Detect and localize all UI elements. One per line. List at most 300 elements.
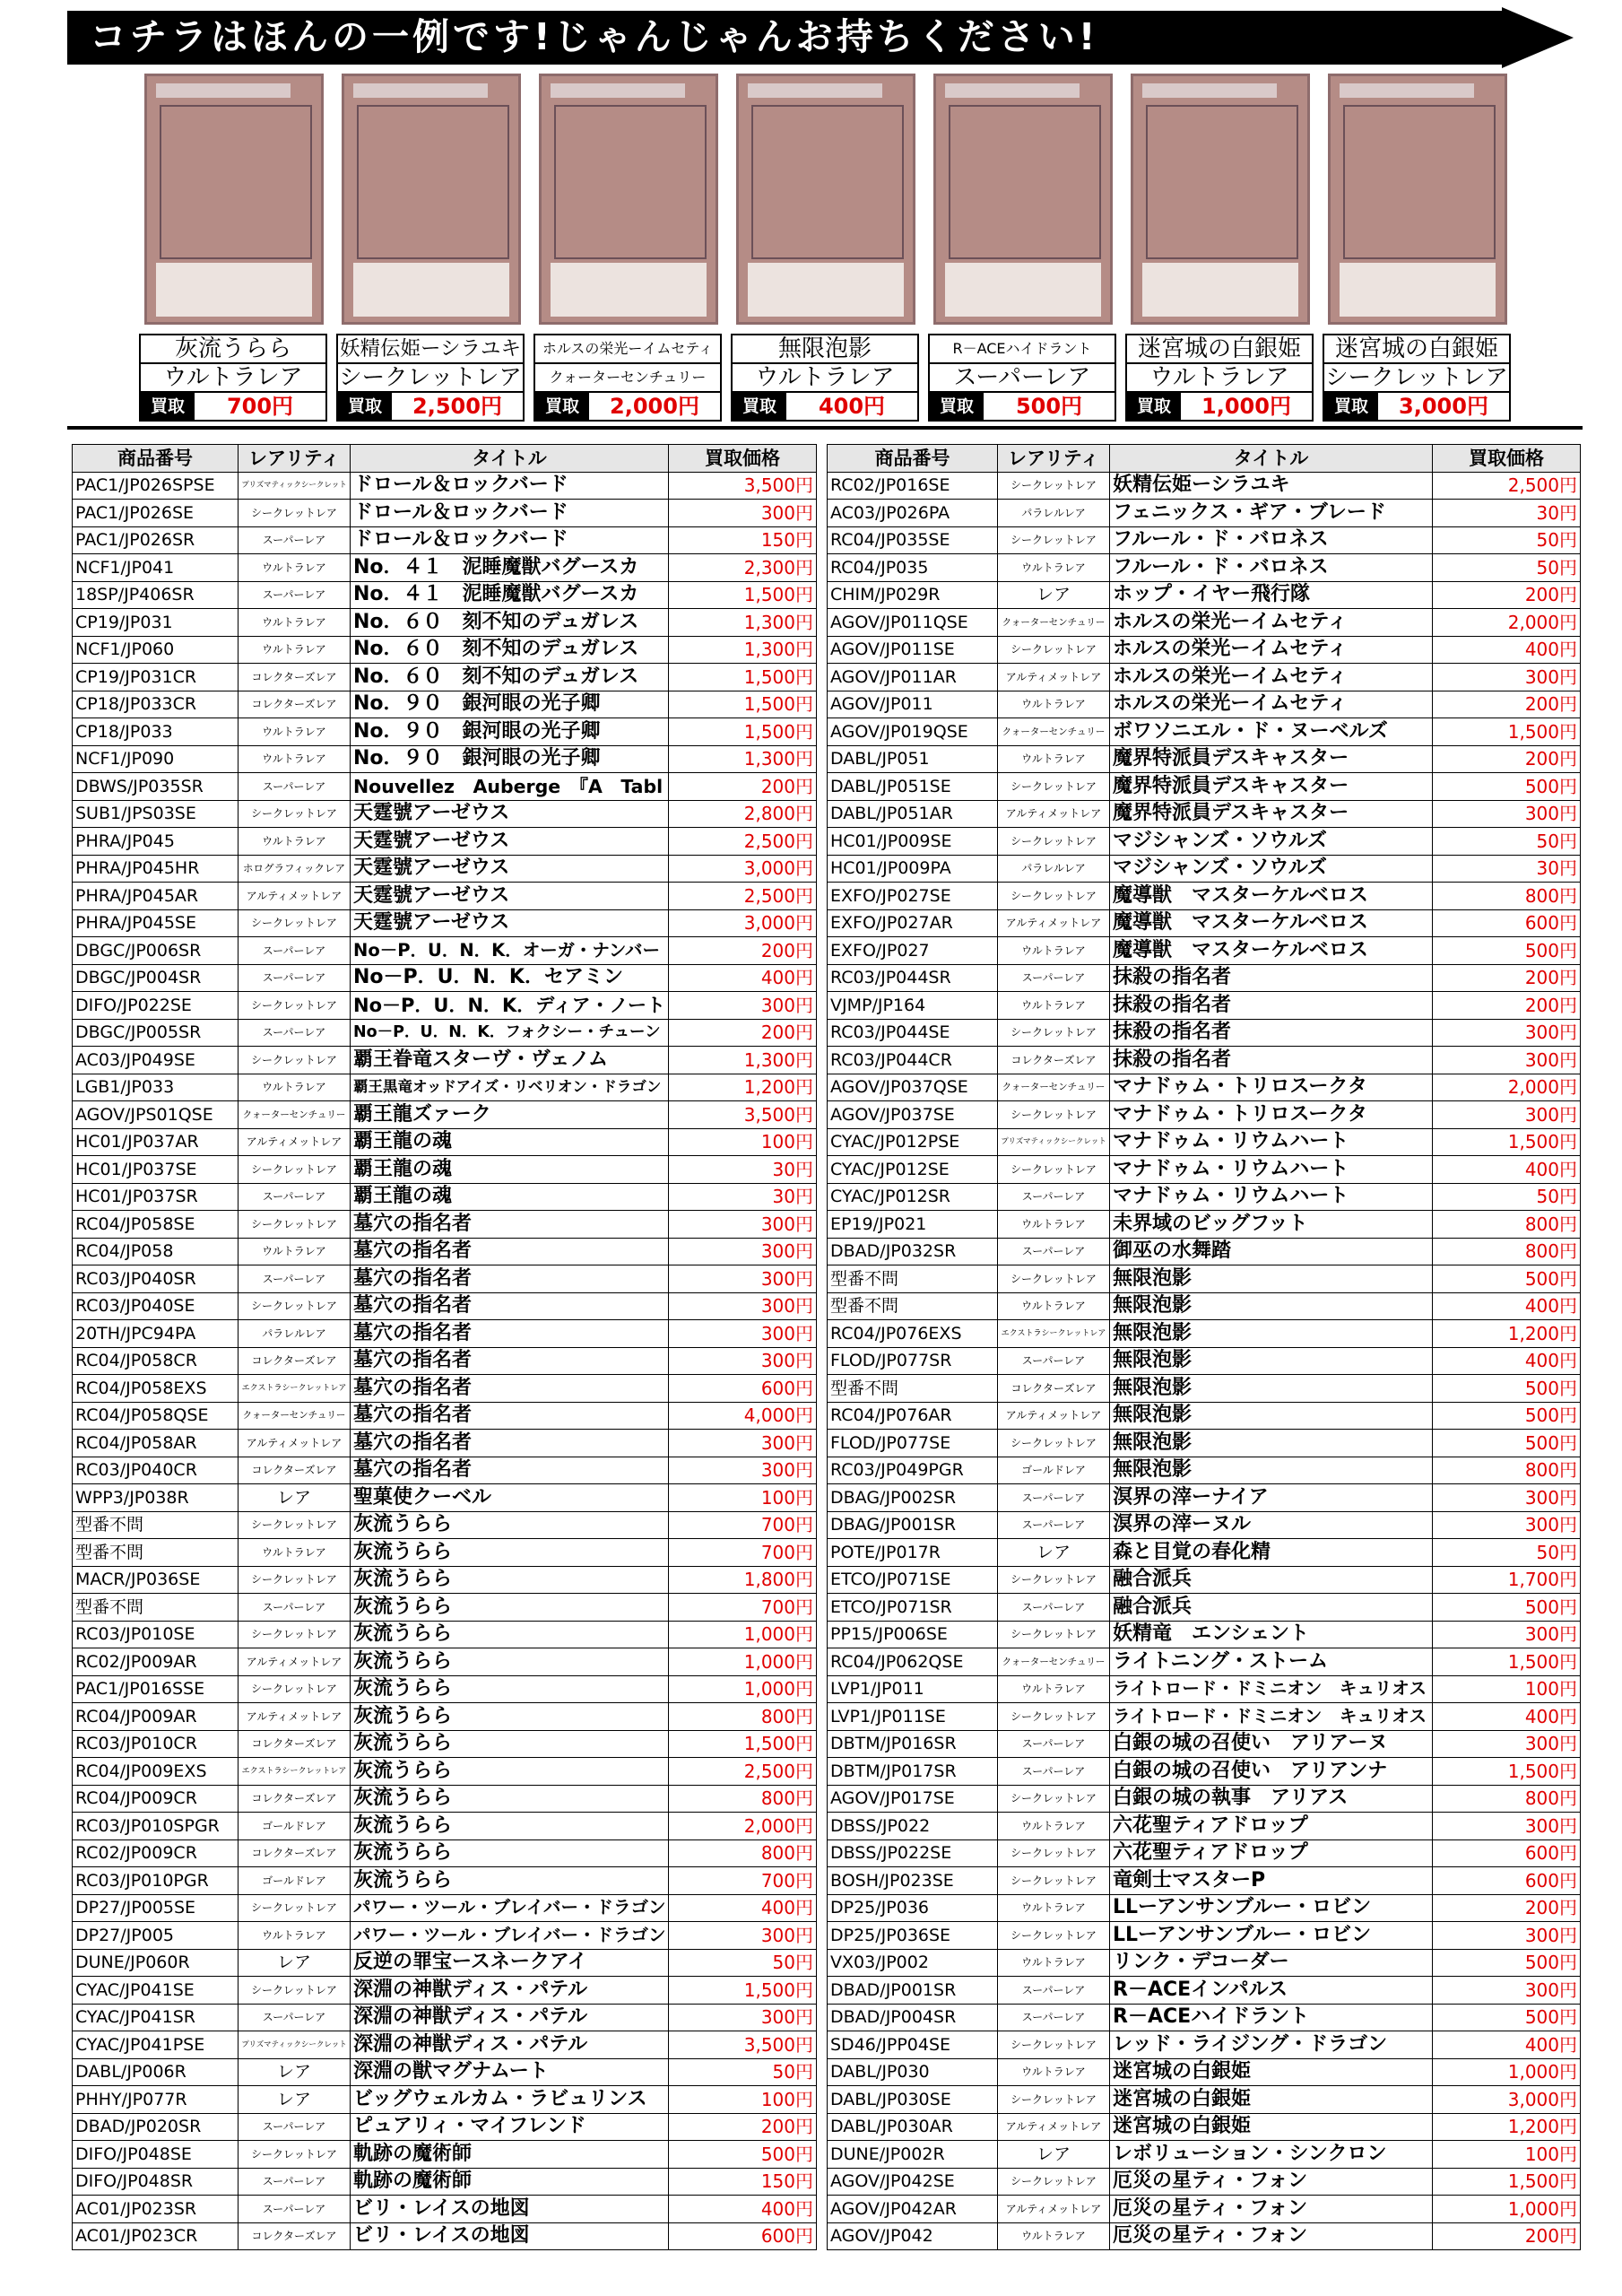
cell-rarity: レア [239, 2086, 351, 2114]
cell-rarity: シークレットレア [239, 1977, 351, 2005]
cell-price: 50円 [1433, 526, 1581, 554]
cell-rarity: アルティメットレア [239, 883, 351, 910]
cell-rarity: スーパーレア [239, 1183, 351, 1211]
cell-title: 覇王龍の魂 [351, 1156, 669, 1184]
cell-rarity: スーパーレア [998, 964, 1110, 992]
table-row [828, 500, 1581, 527]
cell-price: 300円 [1433, 1730, 1581, 1758]
cell-title: レッド・ライジング・ドラゴン [1110, 2031, 1433, 2059]
cell-title: マナドゥム・リウムハート [1110, 1156, 1433, 1184]
cell-title: 無限泡影 [1110, 1430, 1433, 1457]
buy-label: 買取 [338, 393, 392, 420]
table-row [73, 500, 817, 527]
cell-code: RC03/JP040SR [73, 1265, 239, 1293]
cell-code: PAC1/JP026SPSE [73, 472, 239, 500]
cell-code: RC04/JP009AR [73, 1703, 239, 1731]
table-row [73, 883, 817, 910]
cell-price: 300円 [669, 1347, 817, 1375]
cell-rarity: スーパーレア [998, 1347, 1110, 1375]
cell-rarity: シークレットレア [998, 1101, 1110, 1129]
cell-title: 墓穴の指名者 [351, 1292, 669, 1320]
cell-rarity: シークレットレア [239, 992, 351, 1020]
cell-title: No．４１ 泥睡魔獣バグースカ [351, 554, 669, 582]
cell-rarity: スーパーレア [239, 2004, 351, 2031]
table-row [828, 1211, 1581, 1239]
table-row [828, 1594, 1581, 1622]
table-row [828, 472, 1581, 500]
cell-rarity: シークレットレア [998, 1839, 1110, 1867]
cell-title: 灰流うらら [351, 1785, 669, 1813]
table-row [828, 909, 1581, 937]
cell-code: HC01/JP037SE [73, 1156, 239, 1184]
cell-code: PAC1/JP016SSE [73, 1675, 239, 1703]
cell-price: 2,500円 [1433, 472, 1581, 500]
cell-title: ライトニング・ストーム [1110, 1648, 1433, 1676]
cell-code: 型番不問 [73, 1539, 239, 1567]
cell-rarity: アルティメットレア [239, 1128, 351, 1156]
cell-title: No．６０ 刻不知のデュガレス [351, 636, 669, 664]
cell-rarity: レア [239, 1484, 351, 1512]
cell-title: 天霆號アーゼウス [351, 855, 669, 883]
cell-title: 未界域のビッグフット [1110, 1211, 1433, 1239]
cell-price: 2,000円 [1433, 609, 1581, 637]
cell-code: BOSH/JP023SE [828, 1867, 998, 1895]
cell-code: DBSS/JP022SE [828, 1839, 998, 1867]
cell-code: DBTM/JP017SR [828, 1758, 998, 1786]
cell-title: No．９０ 銀河眼の光子卿 [351, 718, 669, 746]
cell-price: 1,300円 [669, 609, 817, 637]
cell-code: PHRA/JP045 [73, 828, 239, 856]
table-row [828, 1813, 1581, 1840]
featured-cards [139, 74, 1520, 419]
cell-price: 4,000円 [669, 1402, 817, 1430]
cell-title: No．９０ 銀河眼の光子卿 [351, 691, 669, 718]
card-image [933, 74, 1113, 325]
cell-price: 3,500円 [669, 2031, 817, 2059]
cell-title: 魔導獣 マスターケルベロス [1110, 937, 1433, 965]
table-row [73, 1758, 817, 1786]
cell-price: 600円 [1433, 909, 1581, 937]
table-row [828, 1375, 1581, 1403]
card-image [1131, 74, 1310, 325]
cell-title: 墓穴の指名者 [351, 1320, 669, 1348]
cell-rarity: ウルトラレア [239, 1238, 351, 1265]
cell-code: RC03/JP049PGR [828, 1457, 998, 1484]
table-row [828, 2196, 1581, 2223]
cell-title: ライトロード・ドミニオン キュリオス [1110, 1675, 1433, 1703]
cell-title: 深淵の神獣ディス・パテル [351, 1977, 669, 2005]
cell-price: 300円 [1433, 664, 1581, 691]
card-label [928, 334, 1116, 422]
cell-title: 墓穴の指名者 [351, 1402, 669, 1430]
table-row [73, 1594, 817, 1622]
cell-rarity: ウルトラレア [998, 554, 1110, 582]
cell-rarity: スーパーレア [998, 1484, 1110, 1512]
cell-title: 無限泡影 [1110, 1402, 1433, 1430]
table-row [828, 883, 1581, 910]
cell-price: 1,500円 [669, 581, 817, 609]
cell-title: 深淵の神獣ディス・パテル [351, 2004, 669, 2031]
cell-title: 深淵の獣マグナムート [351, 2058, 669, 2086]
table-row [73, 1375, 817, 1403]
table-row [73, 2196, 817, 2223]
cell-rarity: シークレットレア [998, 1703, 1110, 1731]
cell-rarity: スーパーレア [998, 1511, 1110, 1539]
cell-code: RC04/JP009EXS [73, 1758, 239, 1786]
cell-title: 妖精竜 エンシェント [1110, 1621, 1433, 1648]
cell-price: 300円 [669, 1430, 817, 1457]
cell-rarity: エクストラシークレットレア [239, 1758, 351, 1786]
cell-price: 2,500円 [669, 883, 817, 910]
table-row [828, 1675, 1581, 1703]
section-divider [67, 426, 1583, 430]
cell-rarity: ウルトラレア [239, 828, 351, 856]
table-row [73, 909, 817, 937]
card-name: R－ACEハイドラント [952, 340, 1092, 357]
card-rarity: スーパーレア [930, 362, 1115, 391]
cell-rarity: シークレットレア [998, 2031, 1110, 2059]
cell-code: EXFO/JP027 [828, 937, 998, 965]
table-row [73, 2031, 817, 2059]
cell-code: DABL/JP030SE [828, 2086, 998, 2114]
cell-price: 1,500円 [669, 718, 817, 746]
table-row [828, 1238, 1581, 1265]
cell-title: 無限泡影 [1110, 1320, 1433, 1348]
cell-code: CP18/JP033CR [73, 691, 239, 718]
cell-code: DIFO/JP048SR [73, 2168, 239, 2196]
cell-code: 18SP/JP406SR [73, 581, 239, 609]
cell-title: 白銀の城の執事 アリアス [1110, 1785, 1433, 1813]
cell-rarity: スーパーレア [239, 2168, 351, 2196]
price-table-left [72, 444, 817, 2250]
cell-code: AC03/JP049SE [73, 1047, 239, 1074]
cell-rarity: アルティメットレア [998, 2196, 1110, 2223]
cell-code: EP19/JP021 [828, 1211, 998, 1239]
cell-title: ドロール＆ロックバード [351, 500, 669, 527]
cell-price: 400円 [669, 964, 817, 992]
table-row [73, 1894, 817, 1922]
featured-card [928, 74, 1118, 422]
card-rarity: ウルトラレア [141, 362, 325, 391]
cell-title: 墓穴の指名者 [351, 1430, 669, 1457]
cell-rarity: アルティメットレア [998, 1402, 1110, 1430]
cell-price: 200円 [669, 1019, 817, 1047]
cell-rarity: スーパーレア [239, 2113, 351, 2141]
cell-rarity: パラレルレア [239, 1320, 351, 1348]
cell-price: 800円 [1433, 1785, 1581, 1813]
cell-rarity: シークレットレア [239, 1894, 351, 1922]
cell-rarity: ゴールドレア [239, 1813, 351, 1840]
cell-title: 灰流うらら [351, 1511, 669, 1539]
cell-code: SD46/JPP04SE [828, 2031, 998, 2059]
table-row [73, 2141, 817, 2169]
card-image [144, 74, 324, 325]
cell-title: R－ACEハイドラント [1110, 2004, 1433, 2031]
table-row [828, 1320, 1581, 1348]
cell-rarity: シークレットレア [239, 2141, 351, 2169]
card-price: 400円 [818, 394, 886, 419]
table-row [73, 855, 817, 883]
table-row [828, 2031, 1581, 2059]
cell-code: LGB1/JP033 [73, 1074, 239, 1101]
cell-price: 300円 [669, 1238, 817, 1265]
table-row [73, 691, 817, 718]
cell-code: AC03/JP026PA [828, 500, 998, 527]
table-row [73, 1484, 817, 1512]
table-row [828, 828, 1581, 856]
cell-code: RC03/JP044SR [828, 964, 998, 992]
table-row [73, 1402, 817, 1430]
card-label [533, 334, 722, 422]
cell-price: 700円 [669, 1594, 817, 1622]
table-row [73, 1785, 817, 1813]
table-row [73, 1156, 817, 1184]
cell-price: 2,000円 [669, 1813, 817, 1840]
table-row [828, 1648, 1581, 1676]
cell-title: 天霆號アーゼウス [351, 800, 669, 828]
cell-title: パワー・ツール・ブレイバー・ドラゴン [351, 1922, 669, 1950]
cell-code: RC03/JP010PGR [73, 1867, 239, 1895]
table-row [828, 1156, 1581, 1184]
cell-rarity: ウルトラレア [998, 2222, 1110, 2250]
cell-title: ピュアリィ・マイフレンド [351, 2113, 669, 2141]
cell-code: AGOV/JP042AR [828, 2196, 998, 2223]
cell-code: NCF1/JP090 [73, 745, 239, 773]
cell-price: 50円 [669, 1949, 817, 1977]
cell-rarity: ホログラフィックレア [239, 855, 351, 883]
cell-price: 1,300円 [669, 745, 817, 773]
table-row [73, 1867, 817, 1895]
cell-code: AC01/JP023SR [73, 2196, 239, 2223]
cell-rarity: コレクターズレア [239, 664, 351, 691]
cell-title: ホルスの栄光ーイムセティ [1110, 609, 1433, 637]
cell-code: DABL/JP006R [73, 2058, 239, 2086]
cell-rarity: コレクターズレア [239, 1785, 351, 1813]
cell-price: 1,200円 [1433, 2113, 1581, 2141]
cell-code: RC02/JP016SE [828, 472, 998, 500]
cell-code: PAC1/JP026SR [73, 526, 239, 554]
cell-code: RC04/JP058CR [73, 1347, 239, 1375]
cell-price: 800円 [1433, 883, 1581, 910]
cell-code: DIFO/JP022SE [73, 992, 239, 1020]
cell-title: ドロール＆ロックバード [351, 472, 669, 500]
table-row [73, 1457, 817, 1484]
table-row [73, 745, 817, 773]
table-row [73, 1511, 817, 1539]
table-row [73, 2086, 817, 2114]
cell-rarity: パラレルレア [998, 500, 1110, 527]
cell-title: 厄災の星ティ・フォン [1110, 2222, 1433, 2250]
cell-code: 型番不問 [828, 1292, 998, 1320]
cell-price: 800円 [1433, 1238, 1581, 1265]
table-row [73, 2004, 817, 2031]
cell-title: 墓穴の指名者 [351, 1238, 669, 1265]
cell-price: 1,300円 [669, 1047, 817, 1074]
table-row [828, 581, 1581, 609]
cell-rarity: シークレットレア [998, 883, 1110, 910]
cell-title: 灰流うらら [351, 1758, 669, 1786]
cell-code: DBAD/JP001SR [828, 1977, 998, 2005]
table-row [828, 1949, 1581, 1977]
cell-price: 50円 [1433, 554, 1581, 582]
cell-code: PAC1/JP026SE [73, 500, 239, 527]
table-row [828, 2113, 1581, 2141]
cell-title: No．６０ 刻不知のデュガレス [351, 664, 669, 691]
cell-rarity: シークレットレア [239, 1675, 351, 1703]
cell-rarity: シークレットレア [998, 1156, 1110, 1184]
card-label [139, 334, 327, 422]
cell-title: 迷宮城の白銀姫 [1110, 2113, 1433, 2141]
cell-rarity: ウルトラレア [239, 745, 351, 773]
cell-title: 灰流うらら [351, 1675, 669, 1703]
table-row [828, 1621, 1581, 1648]
cell-rarity: ウルトラレア [239, 1539, 351, 1567]
card-name: 妖精伝姫ーシラユキ [339, 337, 522, 361]
cell-title: 反逆の罪宝ースネークアイ [351, 1949, 669, 1977]
cell-rarity: ウルトラレア [998, 2058, 1110, 2086]
header-rarity: レアリティ [239, 445, 351, 473]
cell-rarity: シークレットレア [239, 1047, 351, 1074]
table-row [828, 1539, 1581, 1567]
cell-title: 竜剣士マスターP [1110, 1867, 1433, 1895]
cell-rarity: シークレットレア [998, 2086, 1110, 2114]
cell-rarity: コレクターズレア [239, 1839, 351, 1867]
cell-rarity: スーパーレア [998, 1730, 1110, 1758]
cell-price: 200円 [1433, 2222, 1581, 2250]
cell-rarity: シークレットレア [998, 1566, 1110, 1594]
cell-code: AGOV/JPS01QSE [73, 1101, 239, 1129]
cell-rarity: レア [239, 1949, 351, 1977]
cell-code: RC02/JP009CR [73, 1839, 239, 1867]
table-row [828, 1867, 1581, 1895]
cell-code: CYAC/JP041PSE [73, 2031, 239, 2059]
cell-rarity: ウルトラレア [998, 1211, 1110, 1239]
header-code: 商品番号 [828, 445, 998, 473]
cell-rarity: プリズマティックシークレット [239, 2031, 351, 2059]
cell-title: ビリ・レイスの地図 [351, 2196, 669, 2223]
table-row [73, 1430, 817, 1457]
cell-title: ホップ・イヤー飛行隊 [1110, 581, 1433, 609]
cell-title: 六花聖ティアドロップ [1110, 1813, 1433, 1840]
cell-price: 300円 [669, 500, 817, 527]
table-row [73, 1074, 817, 1101]
cell-title: レボリューション・シンクロン [1110, 2141, 1433, 2169]
card-price-row [535, 391, 720, 420]
cell-code: ETCO/JP071SE [828, 1566, 998, 1594]
cell-title: 天霆號アーゼウス [351, 883, 669, 910]
cell-code: PHRA/JP045HR [73, 855, 239, 883]
table-row [828, 1292, 1581, 1320]
cell-title: 厄災の星ティ・フォン [1110, 2196, 1433, 2223]
card-name: ホルスの栄光ーイムセティ [542, 340, 714, 357]
banner-text: コチラはほんの一例です!じゃんじゃんお持ちください! [90, 15, 1099, 58]
cell-title: 灰流うらら [351, 1839, 669, 1867]
cell-code: DBAD/JP004SR [828, 2004, 998, 2031]
cell-rarity: ウルトラレア [998, 1813, 1110, 1840]
header-banner [67, 11, 1502, 65]
cell-rarity: アルティメットレア [998, 2113, 1110, 2141]
featured-card [336, 74, 526, 422]
cell-price: 400円 [1433, 1347, 1581, 1375]
cell-rarity: シークレットレア [998, 1922, 1110, 1950]
cell-title: ライトロード・ドミニオン キュリオス [1110, 1703, 1433, 1731]
cell-title: 深淵の神獣ディス・パテル [351, 2031, 669, 2059]
card-image [736, 74, 915, 325]
cell-code: CYAC/JP012SE [828, 1156, 998, 1184]
cell-code: PHRA/JP045SE [73, 909, 239, 937]
cell-title: 抹殺の指名者 [1110, 1047, 1433, 1074]
cell-price: 500円 [1433, 1375, 1581, 1403]
table-row [828, 1730, 1581, 1758]
cell-price: 2,500円 [669, 1758, 817, 1786]
table-row [828, 1430, 1581, 1457]
cell-title: 天霆號アーゼウス [351, 828, 669, 856]
cell-title: 覇王黒竜オッドアイズ・リベリオン・ドラゴン [351, 1074, 669, 1101]
table-row [828, 1894, 1581, 1922]
table-row [828, 964, 1581, 992]
cell-price: 500円 [1433, 1949, 1581, 1977]
cell-rarity: ウルトラレア [998, 691, 1110, 718]
table-row [828, 526, 1581, 554]
cell-code: PHHY/JP077R [73, 2086, 239, 2114]
table-row [828, 1128, 1581, 1156]
table-row [73, 1183, 817, 1211]
cell-title: パワー・ツール・ブレイバー・ドラゴン [351, 1894, 669, 1922]
cell-rarity: クォーターセンチュリー [998, 1648, 1110, 1676]
cell-price: 800円 [1433, 1457, 1581, 1484]
cell-code: CYAC/JP041SR [73, 2004, 239, 2031]
cell-rarity: スーパーレア [239, 964, 351, 992]
cell-code: FLOD/JP077SR [828, 1347, 998, 1375]
cell-title: マナドゥム・トリロスークタ [1110, 1101, 1433, 1129]
cell-rarity: シークレットレア [239, 1566, 351, 1594]
table-row [73, 1101, 817, 1129]
cell-price: 300円 [669, 1320, 817, 1348]
cell-title: 灰流うらら [351, 1594, 669, 1622]
cell-rarity: シークレットレア [239, 1621, 351, 1648]
buy-label: 買取 [930, 393, 984, 420]
cell-code: DBGC/JP006SR [73, 937, 239, 965]
cell-title: No．６０ 刻不知のデュガレス [351, 609, 669, 637]
cell-title: マナドゥム・リウムハート [1110, 1128, 1433, 1156]
cell-price: 2,300円 [669, 554, 817, 582]
cell-price: 30円 [1433, 855, 1581, 883]
cell-rarity: スーパーレア [239, 937, 351, 965]
card-image [1328, 74, 1507, 325]
cell-price: 1,000円 [669, 1648, 817, 1676]
cell-rarity: レア [239, 2058, 351, 2086]
cell-code: DP25/JP036SE [828, 1922, 998, 1950]
cell-rarity: シークレットレア [998, 472, 1110, 500]
cell-rarity: シークレットレア [239, 1156, 351, 1184]
table-row [828, 1457, 1581, 1484]
cell-rarity: ウルトラレア [998, 992, 1110, 1020]
cell-rarity: パラレルレア [998, 855, 1110, 883]
table-row [828, 1347, 1581, 1375]
cell-rarity: スーパーレア [239, 2196, 351, 2223]
cell-rarity: クォーターセンチュリー [998, 1074, 1110, 1101]
cell-code: AGOV/JP037SE [828, 1101, 998, 1129]
cell-price: 1,000円 [1433, 2196, 1581, 2223]
cell-code: DABL/JP051 [828, 745, 998, 773]
cell-price: 800円 [669, 1703, 817, 1731]
cell-code: FLOD/JP077SE [828, 1430, 998, 1457]
cell-rarity: クォーターセンチュリー [239, 1101, 351, 1129]
cell-code: RC04/JP058 [73, 1238, 239, 1265]
cell-title: 白銀の城の召使い アリアーヌ [1110, 1730, 1433, 1758]
cell-title: 六花聖ティアドロップ [1110, 1839, 1433, 1867]
cell-title: 妖精伝姫ーシラユキ [1110, 472, 1433, 500]
